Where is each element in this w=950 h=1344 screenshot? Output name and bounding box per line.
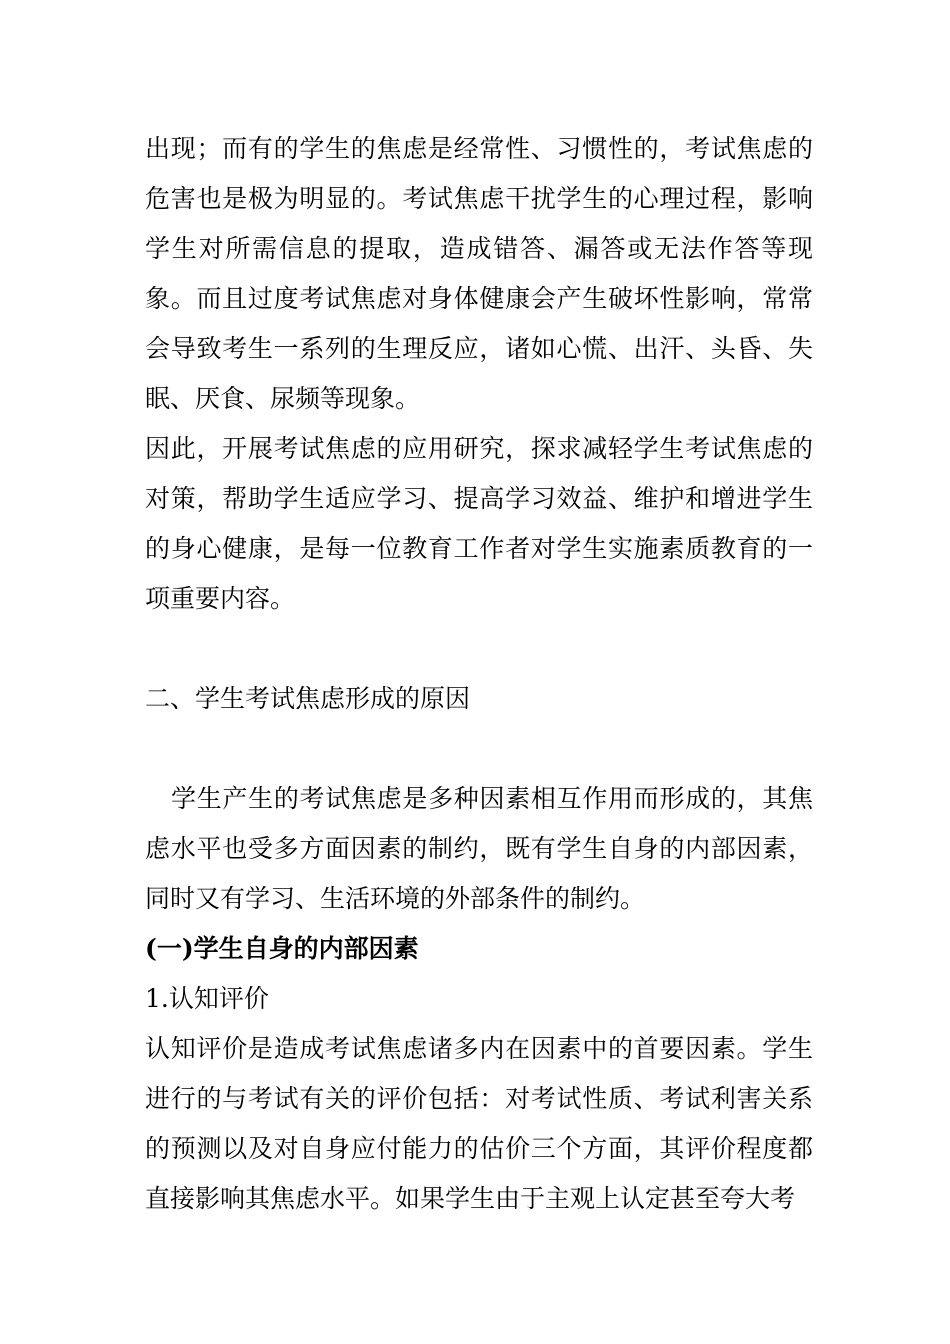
paragraph-cognitive-appraisal: 认知评价是造成考试焦虑诸多内在因素中的首要因素。学生进行的与考试有关的评价包括：对考试性质、考试利害关系的预测以及对自身应付能力的估价三个方面，其评价程度都直接影响其焦虑水平。如果学生由于主观上认定甚至夸大考 (145, 1034, 813, 1213)
document-page (145, 124, 813, 1224)
subheading-cognitive-appraisal (145, 974, 813, 1024)
paragraph-exam-anxiety-harm: 出现；而有的学生的焦虑是经常性、习惯性的，考试焦虑的危害也是极为明显的。考试焦虑干扰学生的心理过程，影响学生对所需信息的提取，造成错答、漏答或无法作答等现象。而且过度考试焦虑对身体健康会产生破坏性影响，常常会导致考生一系列的生理反应，诸如心慌、出汗、头昏、失眠、厌食、尿频等现象。 (145, 134, 813, 413)
subheading-cognitive-appraisal-text: 1.认知评价 (145, 984, 269, 1013)
subheading-internal-factors (145, 924, 813, 974)
section-heading-causes: 二、学生考试焦虑形成的原因 (145, 684, 471, 713)
paragraph-research-significance: 因此，开展考试焦虑的应用研究，探求减轻学生考试焦虑的对策，帮助学生适应学习、提高学习效益、维护和增进学生的身心健康，是每一位教育工作者对学生实施素质教育的一项重要内容。 (145, 434, 813, 613)
subheading-internal-factors-text: (一)学生自身的内部因素 (145, 934, 419, 963)
paragraph-causes-intro: 学生产生的考试焦虑是多种因素相互作用而形成的，其焦虑水平也受多方面因素的制约，既有学生自身的内部因素，同时又有学习、生活环境的外部条件的制约。 (145, 784, 813, 913)
